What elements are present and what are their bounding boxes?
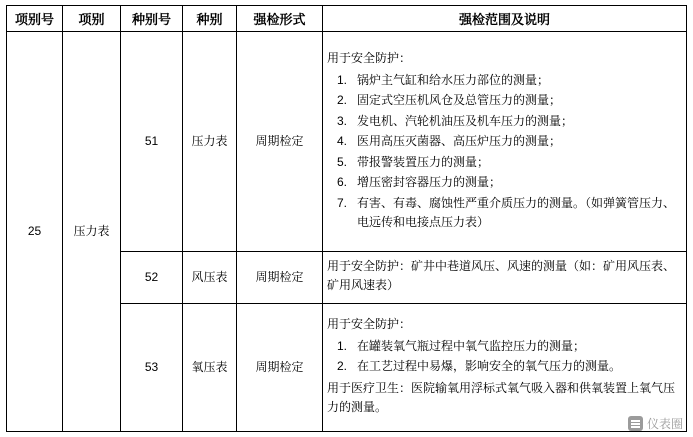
scope-lead: 用于安全防护：矿井中巷道风压、风速的测量（如：矿用风压表、矿用风速表） xyxy=(327,259,676,293)
scope-tail: 用于医疗卫生：医院输氧用浮标式氧气吸入器和供氧装置上氧气压力的测量。 xyxy=(327,380,676,415)
header-row xyxy=(7,6,687,32)
list-item xyxy=(327,194,682,233)
list-index: 1. xyxy=(337,338,348,353)
scope-list xyxy=(327,71,682,233)
column-header-sub-category: 种别 xyxy=(183,6,237,32)
list-item xyxy=(327,112,682,131)
list-text: 增压密封容器压力的测量； xyxy=(357,175,502,190)
column-header-item-no: 项别号 xyxy=(7,6,63,32)
list-text: 固定式空压机风仓及总管压力的测量； xyxy=(357,93,562,108)
watermark-label: 仪表圈 xyxy=(646,417,683,431)
cell-item-category: 压力表 xyxy=(63,32,121,432)
column-header-scope: 强检范围及说明 xyxy=(323,6,687,32)
list-text: 带报警装置压力的测量； xyxy=(357,154,490,169)
cell-sub-no: 53 xyxy=(121,304,183,432)
column-header-item-category: 项别 xyxy=(63,6,121,32)
list-item xyxy=(327,357,682,376)
list-index: 4. xyxy=(337,134,348,149)
list-item xyxy=(327,71,682,90)
cell-sub-no: 51 xyxy=(121,32,183,252)
list-text: 在罐装氧气瓶过程中氧气监控压力的测量； xyxy=(357,338,586,353)
cell-sub-category: 氧压表 xyxy=(183,304,237,432)
list-item xyxy=(327,337,682,356)
scope-lead: 用于安全防护： xyxy=(327,316,412,331)
cell-inspection-form: 周期检定 xyxy=(237,32,323,252)
list-index: 6. xyxy=(337,175,348,190)
list-index: 1. xyxy=(337,72,348,87)
column-header-inspection-form: 强检形式 xyxy=(237,6,323,32)
table-header xyxy=(7,6,687,32)
list-index: 3. xyxy=(337,113,348,128)
cell-scope xyxy=(323,304,687,432)
watermark xyxy=(628,415,683,432)
cell-sub-no: 52 xyxy=(121,251,183,304)
table-body xyxy=(7,32,687,432)
mandatory-inspection-table xyxy=(6,5,687,432)
list-text: 在工艺过程中易爆，影响安全的氧气压力的测量。 xyxy=(357,359,622,374)
cell-item-no: 25 xyxy=(7,32,63,432)
scope-list xyxy=(327,337,682,377)
list-item xyxy=(327,132,682,151)
list-text: 有害、有毒、腐蚀性严重介质压力的测量。（如弹簧管压力、电远传和电接点压力表） xyxy=(357,195,676,229)
list-text: 医用高压灭菌器、高压炉压力的测量； xyxy=(357,134,562,149)
list-item xyxy=(327,91,682,110)
column-header-sub-no: 种别号 xyxy=(121,6,183,32)
cell-inspection-form: 周期检定 xyxy=(237,251,323,304)
cell-scope xyxy=(323,32,687,252)
scope-lead: 用于安全防护： xyxy=(327,51,412,66)
list-item xyxy=(327,173,682,192)
cell-scope xyxy=(323,251,687,304)
cell-sub-category: 压力表 xyxy=(183,32,237,252)
list-index: 7. xyxy=(337,195,348,210)
table-row xyxy=(7,32,687,252)
spec-table-container xyxy=(6,5,687,432)
list-index: 2. xyxy=(337,359,348,374)
list-text: 锅炉主气缸和给水压力部位的测量； xyxy=(357,72,550,87)
watermark-logo-icon xyxy=(628,416,643,431)
list-index: 5. xyxy=(337,154,348,169)
list-text: 发电机、汽轮机油压及机车压力的测量； xyxy=(357,113,574,128)
cell-sub-category: 风压表 xyxy=(183,251,237,304)
cell-inspection-form: 周期检定 xyxy=(237,304,323,432)
list-index: 2. xyxy=(337,93,348,108)
list-item xyxy=(327,153,682,172)
